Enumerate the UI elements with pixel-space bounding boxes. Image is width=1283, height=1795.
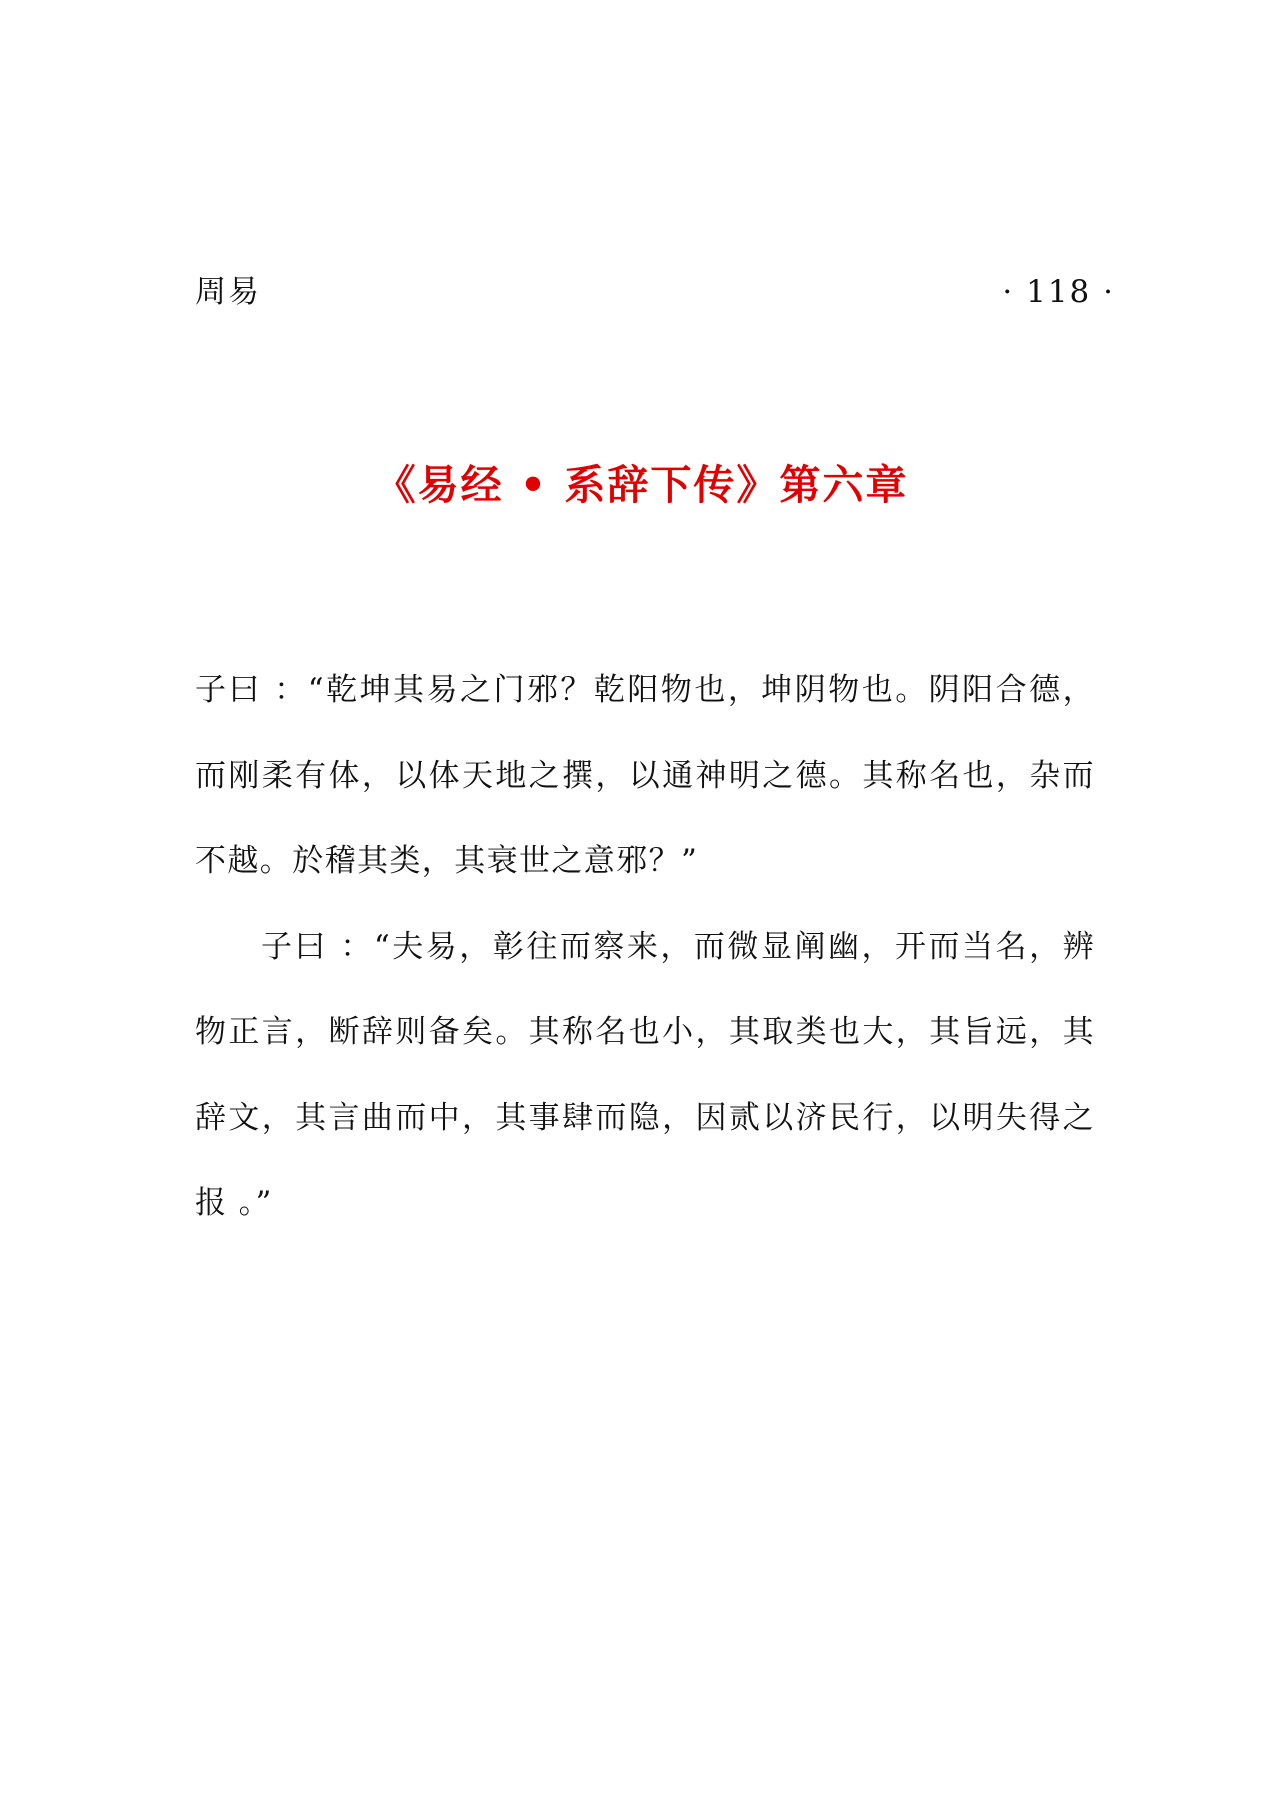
running-header (195, 270, 1115, 314)
paragraph-1: 子曰 ：“乾坤其易之门邪？乾阳物也，坤阴物也。阴阳合德，而刚柔有体，以体天地之撰，以通神明之德。其称名也，杂而不越。於稽其类，其衰世之意邪？” (195, 672, 1095, 879)
body-text (195, 648, 1095, 1247)
chapter-title: 《易经 • 系辞下传》第六章 (374, 461, 909, 509)
page-number: · 118 · (1002, 274, 1115, 310)
book-title: 周易 (195, 274, 261, 310)
paragraph-2: 子曰 ：“夫易，彰往而察来，而微显阐幽，开而当名，辨物正言，断辞则备矣。其称名也小，其取类也大，其旨远，其辞文，其言曲而中，其事肆而隐，因贰以济民行，以明失得之报 。” (195, 928, 1095, 1221)
